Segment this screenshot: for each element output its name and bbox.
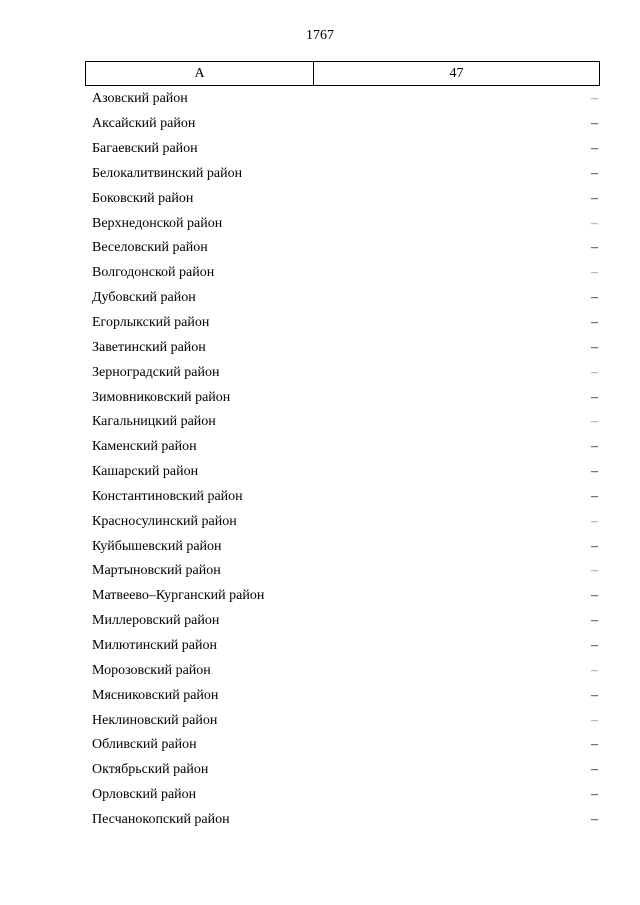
district-value: – [591, 265, 598, 281]
district-name: Егорлыкский район [92, 315, 210, 331]
district-name: Матвеево–Курганский район [92, 588, 265, 604]
district-name: Обливский район [92, 737, 197, 753]
table-row [85, 658, 600, 683]
district-name: Волгодонской район [92, 265, 215, 281]
table-row [85, 708, 600, 733]
district-value: – [591, 141, 598, 157]
table-row [85, 162, 600, 187]
district-value: – [591, 215, 598, 231]
district-value: – [591, 762, 598, 778]
table-row [85, 311, 600, 336]
district-name: Азовский район [92, 91, 188, 107]
table-row [85, 584, 600, 609]
district-name: Куйбышевский район [92, 538, 222, 554]
district-value: – [591, 488, 598, 504]
district-name: Веселовский район [92, 240, 208, 256]
district-value: – [591, 190, 598, 206]
district-value: – [591, 439, 598, 455]
district-name: Боковский район [92, 190, 194, 206]
district-name: Аксайский район [92, 116, 196, 132]
table-row [85, 335, 600, 360]
table-row [85, 758, 600, 783]
district-value: – [591, 737, 598, 753]
page-number: 1767 [306, 28, 334, 43]
column-header-47: 47 [314, 62, 600, 86]
table-row [85, 360, 600, 385]
district-value: – [591, 315, 598, 331]
district-value: – [591, 563, 598, 579]
table-row [85, 534, 600, 559]
table-row [85, 559, 600, 584]
district-name: Неклиновский район [92, 712, 218, 728]
table-row [85, 385, 600, 410]
district-value: – [591, 414, 598, 430]
column-header-row [86, 62, 600, 86]
district-name: Морозовский район [92, 662, 211, 678]
district-value: – [591, 389, 598, 405]
district-name: Мясниковский район [92, 687, 219, 703]
table-row [85, 733, 600, 758]
district-value: – [591, 165, 598, 181]
district-value: – [591, 787, 598, 803]
district-name: Заветинский район [92, 339, 206, 355]
table-row [85, 211, 600, 236]
table-row [85, 236, 600, 261]
district-name: Константиновский район [92, 488, 243, 504]
district-value: – [591, 588, 598, 604]
district-value: – [591, 538, 598, 554]
district-name: Милютинский район [92, 637, 218, 653]
table-row [85, 783, 600, 808]
district-name: Кашарский район [92, 464, 199, 480]
district-name: Октябрьский район [92, 762, 209, 778]
table-row [85, 261, 600, 286]
district-value: – [591, 364, 598, 380]
district-value: – [591, 339, 598, 355]
table-row [85, 609, 600, 634]
table-row [85, 410, 600, 435]
district-name: Дубовский район [92, 290, 196, 306]
district-name: Каменский район [92, 439, 197, 455]
table-row [85, 683, 600, 708]
district-value: – [591, 662, 598, 678]
district-value: – [591, 613, 598, 629]
district-name: Песчанокопский район [92, 811, 230, 827]
district-name: Белокалитвинский район [92, 165, 243, 181]
district-value: – [591, 712, 598, 728]
district-value: – [591, 637, 598, 653]
district-name: Мартыновский район [92, 563, 221, 579]
table-row [85, 485, 600, 510]
district-value: – [591, 464, 598, 480]
district-value: – [591, 290, 598, 306]
table-row [85, 112, 600, 137]
table-row [85, 460, 600, 485]
district-name: Багаевский район [92, 141, 198, 157]
district-value: – [591, 811, 598, 827]
district-name: Орловский район [92, 787, 197, 803]
table-row [85, 286, 600, 311]
district-value: – [591, 91, 598, 107]
table-row [85, 807, 600, 832]
district-name: Верхнедонской район [92, 215, 223, 231]
table-row [85, 87, 600, 112]
table-row [85, 509, 600, 534]
district-list [85, 87, 600, 832]
district-name: Кагальницкий район [92, 414, 216, 430]
column-header-a: А [86, 62, 314, 86]
district-value: – [591, 513, 598, 529]
district-name: Зерноградский район [92, 364, 220, 380]
district-value: – [591, 116, 598, 132]
district-name: Зимовниковский район [92, 389, 231, 405]
table-row [85, 634, 600, 659]
district-value: – [591, 240, 598, 256]
district-name: Красносулинский район [92, 513, 237, 529]
column-header-table [85, 61, 600, 86]
district-value: – [591, 687, 598, 703]
table-row [85, 137, 600, 162]
district-name: Миллеровский район [92, 613, 220, 629]
table-row [85, 186, 600, 211]
table-row [85, 435, 600, 460]
